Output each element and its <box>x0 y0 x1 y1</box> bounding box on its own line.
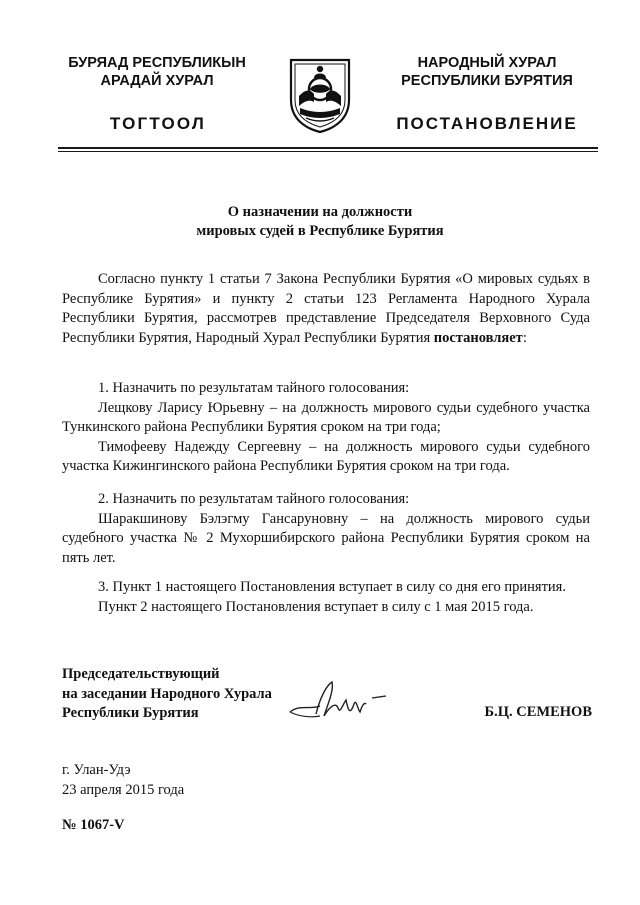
place-and-date <box>62 761 184 800</box>
header-left-line2: АРАДАЙ ХУРАЛ <box>100 73 214 89</box>
header-right-name <box>378 54 596 90</box>
header-right-line1: НАРОДНЫЙ ХУРАЛ <box>417 55 557 71</box>
header-rule-thick <box>58 147 598 149</box>
date: 23 апреля 2015 года <box>62 781 185 798</box>
header-left-line1: БУРЯАД РЕСПУБЛИКЫН <box>68 55 246 71</box>
document-title <box>120 203 520 241</box>
item-1-heading: 1. Назначить по результатам тайного голосования: <box>98 380 410 396</box>
document-number: № 1067-V <box>62 817 125 833</box>
signatory-title-line-3: Республики Бурятия <box>62 705 199 721</box>
city: г. Улан-Удэ <box>62 762 131 778</box>
item-1-entry-2: Тимофееву Надежду Сергеевну – на должность мирового судьи судебного участка Кижингинского района Республики Бурятия сроком на три года. <box>62 438 590 474</box>
intro-text: Согласно пункту 1 статьи 7 Закона Республики Бурятия «О мировых судьях в Республике Бурятия» и пункту 2 статьи 123 Регламента Народного Хурала Республики Бурятия, рассмотрев представление Председателя Верховного Суда Республики Бурятия, Народный Хурал Республики Бурятия <box>62 271 590 346</box>
item-1-entry-1: Лещкову Ларису Юрьевну – на должность мирового судьи судебного участка Тункинского района Республики Бурятия сроком на три года; <box>62 399 590 435</box>
signatory-title-line-2: на заседании Народного Хурала <box>62 685 272 702</box>
header-left-doc-type: ТОГТООЛ <box>109 114 207 133</box>
header-right-line2: РЕСПУБЛИКИ БУРЯТИЯ <box>401 73 573 89</box>
signatory-title-line-1: Председательствующий <box>62 666 220 682</box>
coat-of-arms-icon <box>288 56 352 134</box>
header-right-doc-type: ПОСТАНОВЛЕНИЕ <box>396 114 578 133</box>
signer-name: Б.Ц. СЕМЕНОВ <box>484 704 592 720</box>
item-2-heading: 2. Назначить по результатам тайного голосования: <box>98 491 410 507</box>
item-2 <box>62 490 590 568</box>
header-rule-thin <box>58 151 598 152</box>
title-line-1: О назначении на должности <box>227 204 413 220</box>
intro-verb: постановляет <box>433 329 523 346</box>
item-2-entry-1: Шаракшинову Бэлэгму Гансаруновну – на должность мирового судьи судебного участка № 2 Мухоршибирского района Республики Бурятия сроком на пять лет. <box>62 510 590 566</box>
item-1 <box>62 379 590 477</box>
signatory-title <box>62 665 302 724</box>
intro-paragraph <box>62 270 590 348</box>
intro-punct: : <box>522 329 527 346</box>
handwritten-signature-icon <box>286 676 394 728</box>
header-left-name <box>48 54 266 90</box>
item-3-line-1: 3. Пункт 1 настоящего Постановления вступает в силу со дня его принятия. <box>98 579 566 595</box>
item-3-line-2: Пункт 2 настоящего Постановления вступает в силу с 1 мая 2015 года. <box>98 598 534 615</box>
title-line-2: мировых судей в Республике Бурятия <box>196 223 444 239</box>
item-3 <box>62 578 590 617</box>
